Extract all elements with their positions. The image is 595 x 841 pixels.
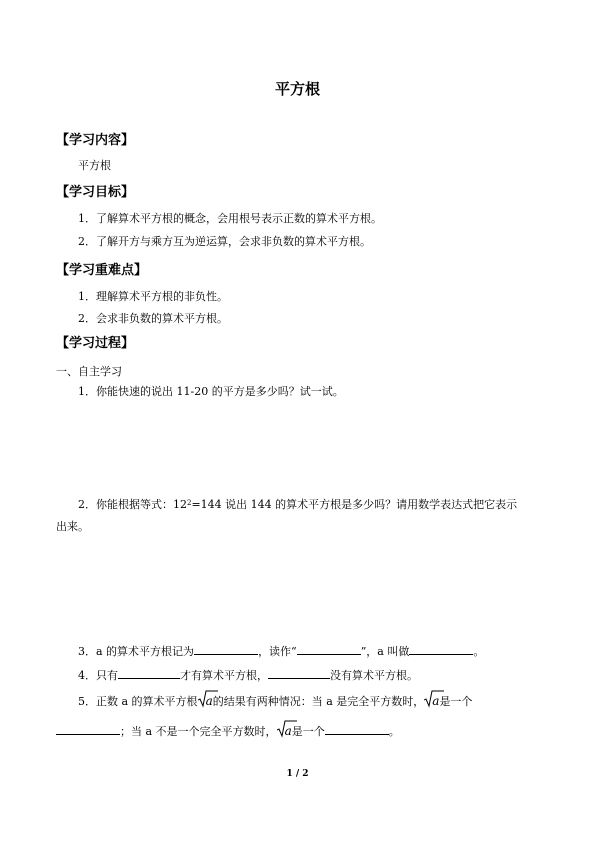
answer-blank[interactable] — [56, 723, 120, 735]
answer-blank[interactable] — [325, 723, 389, 735]
question-5-line-1 — [78, 693, 472, 710]
answer-blank[interactable] — [409, 643, 473, 655]
sqrt-a-symbol — [198, 693, 213, 709]
question-2-line-1 — [78, 497, 517, 513]
sqrt-a-symbol — [277, 723, 292, 739]
keypoint-item-1: 1．理解算术平方根的非负性。 — [78, 290, 228, 303]
answer-blank[interactable] — [118, 667, 180, 679]
question-5-text-c: 是一个 — [439, 695, 473, 708]
sqrt-a-symbol — [424, 693, 439, 709]
goal-item-2: 2．了解开方与乘方互为逆运算，会求非负数的算术平方根。 — [78, 235, 371, 248]
question-1: 1．你能快速的说出 11-20 的平方是多少吗？试一试。 — [78, 385, 344, 398]
question-3-text-a: 3．a 的算术平方根记为 — [78, 645, 195, 658]
page-number: 1 / 2 — [286, 769, 309, 779]
section-heading-keypoints: 【学习重难点】 — [56, 263, 148, 278]
section-heading-content: 【学习内容】 — [56, 133, 135, 148]
question-5-text-a: 5．正数 a 的算术平方根 — [78, 695, 198, 708]
sqrt-radicand: a — [205, 694, 213, 708]
page-title: 平方根 — [274, 80, 320, 98]
sqrt-radicand: a — [432, 694, 440, 708]
question-2-base: 12 — [173, 498, 187, 511]
process-part1-label: 一、自主学习 — [56, 365, 122, 378]
goal-item-1: 1．了解算术平方根的概念，会用根号表示正数的算术平方根。 — [78, 212, 382, 225]
question-2-rest: =144 说出 144 的算术平方根是多少吗？请用数学表达式把它表示 — [191, 498, 518, 511]
content-text: 平方根 — [78, 159, 111, 172]
question-4-text-c: 没有算术平方根。 — [330, 669, 418, 682]
answer-blank[interactable] — [194, 643, 258, 655]
answer-blank[interactable] — [297, 643, 361, 655]
section-heading-goals: 【学习目标】 — [56, 185, 135, 200]
question-5-text-e: 是一个 — [291, 725, 325, 738]
answer-blank[interactable] — [268, 667, 330, 679]
question-3-text-b: ，读作“ — [258, 645, 297, 658]
sqrt-radicand: a — [284, 724, 292, 738]
question-3 — [78, 643, 484, 660]
section-heading-process: 【学习过程】 — [56, 336, 135, 351]
question-3-text-d: 。 — [473, 645, 485, 658]
keypoint-item-2: 2．会求非负数的算术平方根。 — [78, 312, 228, 325]
question-5-line-2 — [56, 723, 400, 740]
question-2-exponent: 2 — [187, 499, 192, 507]
question-4-text-b: 才有算术平方根， — [180, 669, 268, 682]
question-2-prefix: 2．你能根据等式： — [78, 498, 173, 511]
question-5-text-d: ；当 a 不是一个完全平方数时， — [120, 725, 277, 738]
question-4-text-a: 4．只有 — [78, 669, 118, 682]
question-3-text-c: ”，a 叫做 — [360, 645, 410, 658]
question-2-line-2: 出来。 — [56, 520, 89, 533]
question-4 — [78, 667, 418, 684]
question-5-text-b: 的结果有两种情况：当 a 是完全平方数时， — [212, 695, 425, 708]
question-5-text-f: 。 — [388, 725, 400, 738]
